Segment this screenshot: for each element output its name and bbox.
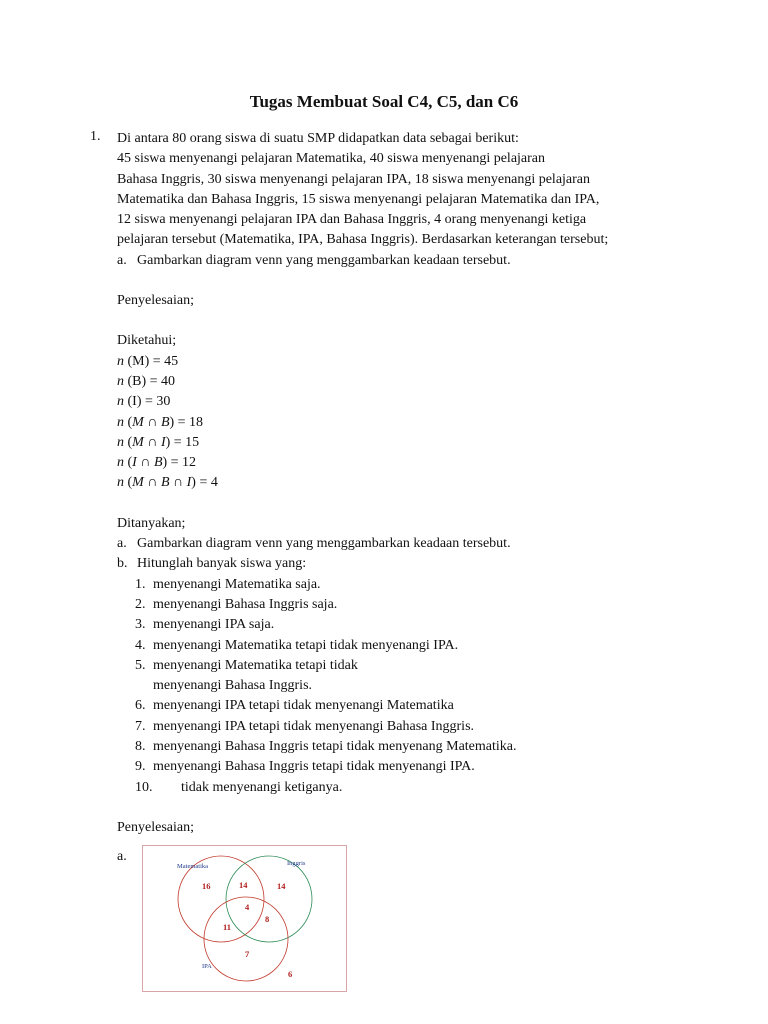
list-item: 5. menyenangi Matematika tetapi tidak [135,657,358,673]
ditanyakan-heading: Ditanyakan; [117,515,186,531]
list-item-continuation: menyenangi Bahasa Inggris. [153,678,313,694]
asked-list [135,575,677,798]
list-item: 7. menyenangi IPA tetapi tidak menyenangi Bahasa Inggris. [135,718,475,734]
asked-item-b: b. Hitunglah banyak siswa yang: [117,556,307,572]
list-item: 3. menyenangi IPA saja. [135,617,275,633]
known-item: n (M ∩ B ∩ I) = 4 [117,475,218,491]
penyelesaian-heading-2: Penyelesaian; [117,819,194,835]
intro-line: Di antara 80 orang siswa di suatu SMP didapatkan data sebagai berikut: [117,131,519,146]
list-item: 1. menyenangi Matematika saja. [135,576,321,592]
list-item: 2. menyenangi Bahasa Inggris saja. [135,596,338,612]
venn-diagram [142,845,347,992]
label-matematika: Matematika [177,863,209,870]
list-item: 9. menyenangi Bahasa Inggris tetapi tidak menyenangi IPA. [135,759,475,775]
intro-line: Matematika dan Bahasa Inggris, 15 siswa menyenangi pelajaran Matematika dan IPA, [117,191,600,207]
region-b-and-i: 8 [265,914,270,924]
diketahui-heading: Diketahui; [117,333,177,349]
region-outside: 6 [288,969,293,979]
intro-line: Bahasa Inggris, 30 siswa menyenangi pelajaran IPA, 18 siswa menyenangi pelajaran [117,171,591,187]
intro-task [117,251,677,271]
intro-task-label: a. [117,252,127,268]
venn-item-label: a. [117,849,127,864]
question-body [117,129,677,838]
region-i-only: 7 [245,949,250,959]
list-item: 10. tidak menyenangi ketiganya. [135,779,343,795]
region-center: 4 [245,902,250,912]
known-item: n (B) = 40 [117,373,176,389]
intro-line: 12 siswa menyenangi pelajaran IPA dan Bahasa Inggris, 4 orang menyenangi ketiga [117,212,587,228]
known-item: n (M ∩ B) = 18 [117,414,204,430]
inggris-circle [226,856,312,942]
question-number: 1. [90,129,101,144]
penyelesaian-heading: Penyelesaian; [117,293,194,309]
intro-line: 45 siswa menyenangi pelajaran Matematika, 40 siswa menyenangi pelajaran [117,151,546,167]
region-m-and-i: 11 [223,922,232,932]
known-item: n (M) = 45 [117,353,179,369]
region-b-only: 14 [277,881,286,891]
intro-task-text: Gambarkan diagram venn yang menggambarkan keadaan tersebut. [137,252,511,268]
known-item: n (I) = 30 [117,394,171,410]
label-inggris: Inggris [287,860,306,867]
intro-line: pelajaran tersebut (Matematika, IPA, Bahasa Inggris). Berdasarkan keterangan tersebut; [117,232,609,248]
region-m-only: 16 [202,881,211,891]
label-ipa: IPA [202,963,212,970]
list-item: 8. menyenangi Bahasa Inggris tetapi tidak menyenang Matematika. [135,739,517,755]
asked-item-a: a. Gambarkan diagram venn yang menggambarkan keadaan tersebut. [117,536,511,552]
known-item: n (M ∩ I) = 15 [117,434,200,450]
list-item: 6. menyenangi IPA tetapi tidak menyenangi Matematika [135,698,454,714]
region-m-and-b: 14 [239,880,248,890]
known-item: n (I ∩ B) = 12 [117,455,197,471]
page-title: Tugas Membuat Soal C4, C5, dan C6 [249,92,519,111]
list-item: 4. menyenangi Matematika tetapi tidak menyenangi IPA. [135,637,459,653]
